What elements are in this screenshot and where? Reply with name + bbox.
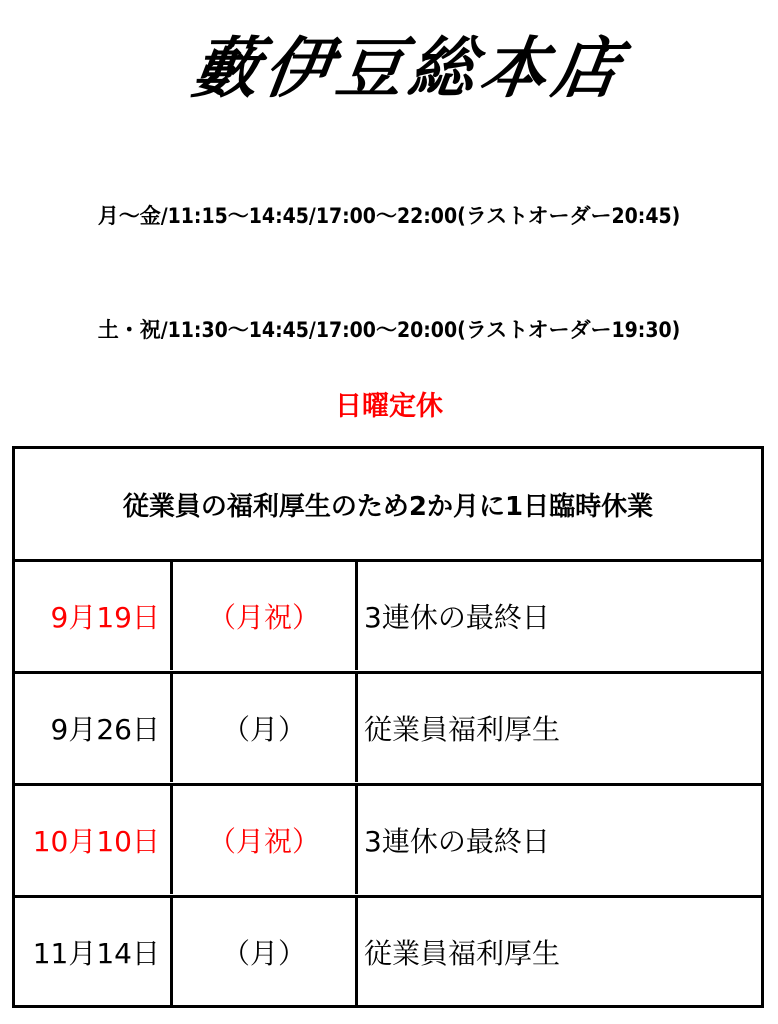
row-date: 11月14日 [32,937,160,970]
table-row [15,559,761,670]
row-day: （月） [170,898,355,1006]
store-logo: 藪伊豆総本店 [187,28,631,107]
closure-schedule-table [12,446,764,1008]
row-day: （月祝） [170,562,355,670]
row-reason: 3連休の最終日 [355,786,761,894]
row-day: （月） [170,674,355,782]
closed-day-notice: 日曜定休 [335,391,443,422]
row-reason: 従業員福利厚生 [355,898,761,1006]
table-row [15,783,761,894]
table-row [15,895,761,1005]
row-reason: 従業員福利厚生 [355,674,761,782]
row-date: 9月26日 [50,713,160,746]
holiday-hours: 土・祝/11:30～14:45/17:00～20:00(ラストオーダー19:30) [97,318,681,342]
row-reason: 3連休の最終日 [355,562,761,670]
row-day: （月祝） [170,786,355,894]
row-date: 10月10日 [32,825,160,858]
table-header: 従業員の福利厚生のため2か月に1日臨時休業 [122,491,654,522]
row-date: 9月19日 [50,601,160,634]
table-row [15,671,761,782]
weekday-hours: 月～金/11:15～14:45/17:00～22:00(ラストオーダー20:45) [97,204,681,228]
